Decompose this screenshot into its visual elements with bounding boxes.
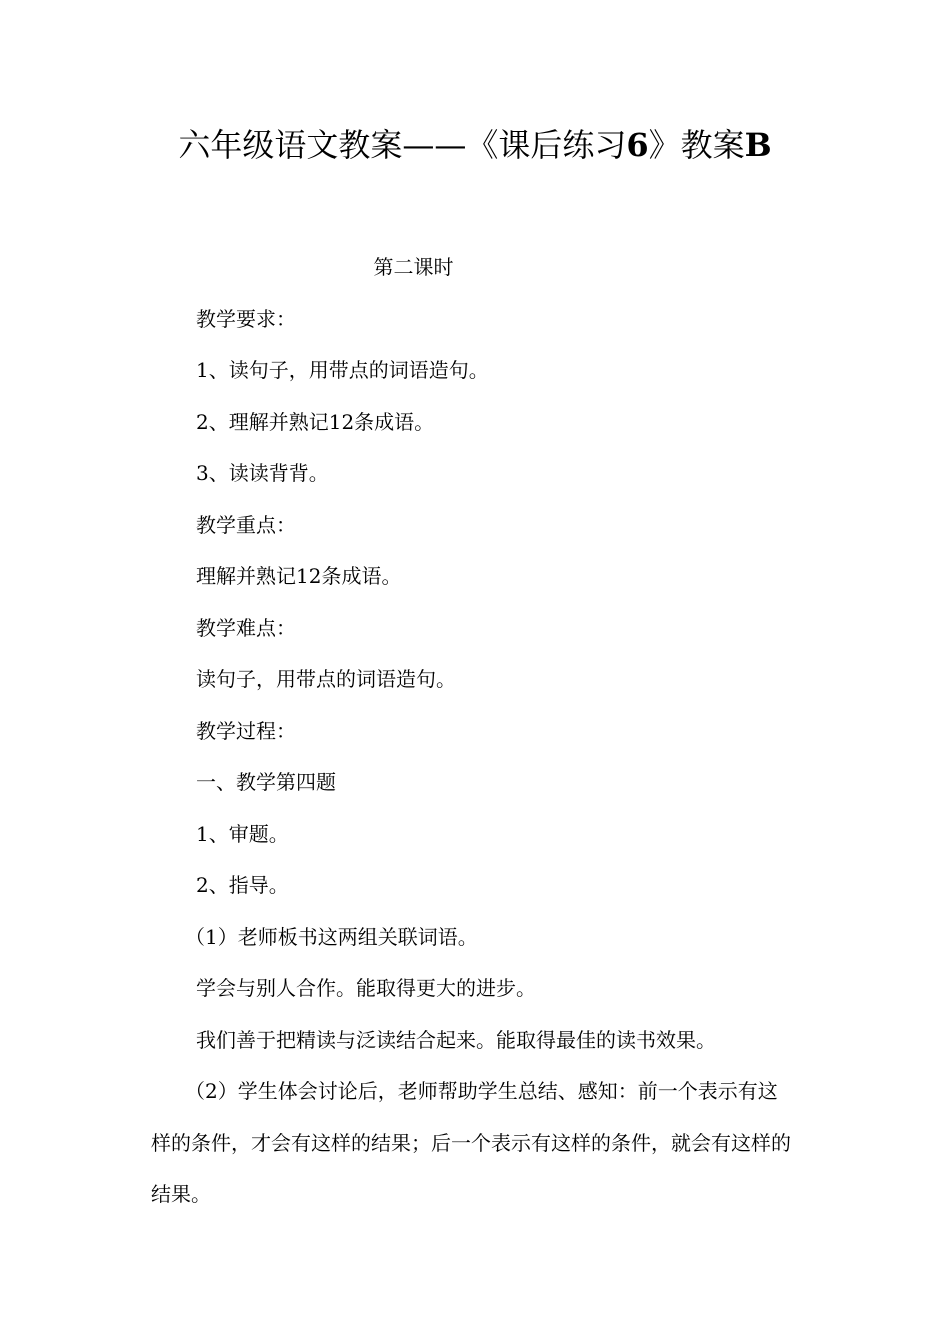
sub-step-text: （1）老师板书这两组关联词语。 — [185, 924, 478, 949]
document-body — [151, 242, 796, 1221]
title-suffix: B — [744, 126, 772, 164]
summary-paragraph: （2）学生体会讨论后，老师帮助学生总结、感知：前一个表示有这样的条件，才会有这样的结果；后一个表示有这样的条件，就会有这样的结果。 — [151, 1079, 791, 1206]
heading-teaching-requirements: 教学要求： — [196, 306, 296, 331]
process-step: 1、审题。 — [196, 821, 289, 846]
title-number: 6 — [626, 126, 649, 164]
process-step: 2、指导。 — [196, 873, 289, 897]
requirement-item: 2、理解并熟记12条成语。 — [196, 409, 435, 434]
difficulty-text: 读句子，用带点的词语造句。 — [196, 667, 456, 691]
example-sentence: 我们善于把精读与泛读结合起来。能取得最佳的读书效果。 — [196, 1027, 716, 1052]
key-point-text: 理解并熟记12条成语。 — [196, 564, 402, 588]
requirement-item: 1、读句子，用带点的词语造句。 — [196, 358, 489, 382]
title-prefix: 六年级语文教案——《课后练习 — [178, 126, 627, 164]
heading-process: 教学过程： — [196, 718, 296, 743]
requirement-item: 3、读读背背。 — [196, 461, 329, 485]
heading-key-points: 教学重点： — [196, 512, 296, 537]
document-title — [0, 120, 950, 170]
section-heading: 第二课时 — [373, 255, 454, 279]
example-sentence: 学会与别人合作。能取得更大的进步。 — [196, 976, 536, 1000]
heading-difficulties: 教学难点： — [196, 615, 296, 640]
title-middle: 》教案 — [648, 126, 745, 164]
process-section-heading: 一、教学第四题 — [196, 770, 336, 794]
